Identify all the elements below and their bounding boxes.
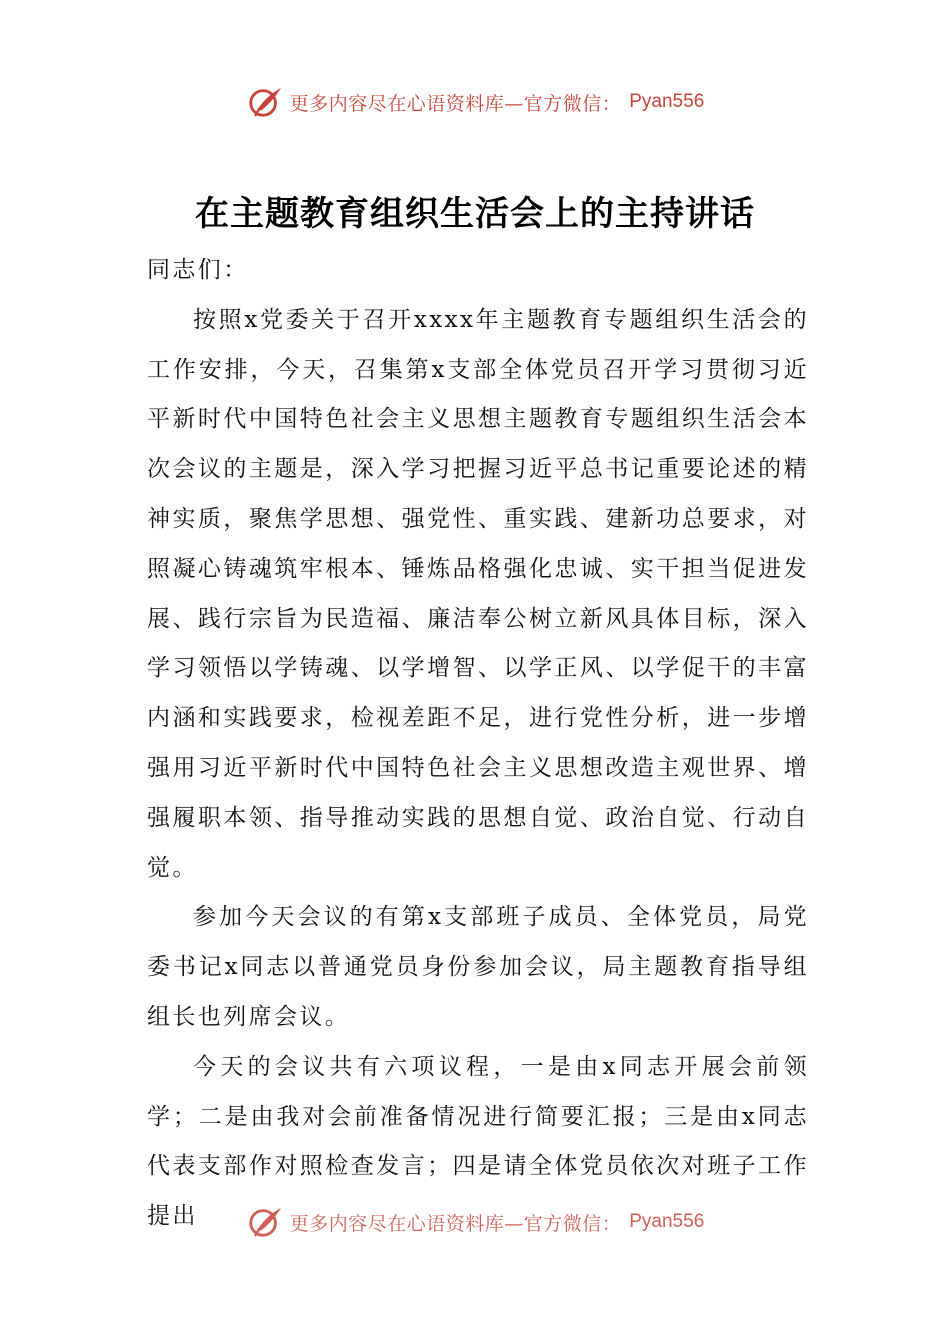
watermark-wechat-id: Pyan556 <box>629 1211 705 1232</box>
header-watermark <box>0 82 950 122</box>
paragraph-agenda-intro: 按照x党委关于召开xxxx年主题教育专题组织生活会的工作安排，今天，召集第x支部全体党员召开学习贯彻习近平新时代中国特色社会主义思想主题教育专题组织生活会本次会议的主题是，深入学习把握习近平总书记重要论述的精神实质，聚焦学思想、强党性、重实践、建新功总要求，对照凝心铸魂筑牢根本、锤炼品格强化忠诚、实干担当促进发展、践行宗旨为民造福、廉洁奉公树立新风具体目标，深入学习领悟以学铸魂、以学增智、以学正风、以学促干的丰富内涵和实践要求，检视差距不足，进行党性分析，进一步增强用习近平新时代中国特色社会主义思想改造主观世界、增强履职本领、指导推动实践的思想自觉、政治自觉、行动自觉。 <box>147 306 809 881</box>
salutation: 同志们： <box>147 257 249 283</box>
paragraph-agenda-items: 今天的会议共有六项议程，一是由x同志开展会前领学；二是由我对会前准备情况进行简要汇报；三是由x同志代表支部作对照检查发言；四是请全体党员依次对班子工作提出 <box>147 1053 809 1230</box>
watermark-text: 更多内容尽在心语资料库—官方微信： <box>289 92 622 115</box>
footer-watermark <box>0 1202 950 1242</box>
watermark-wechat-id: Pyan556 <box>629 91 705 112</box>
watermark-text: 更多内容尽在心语资料库—官方微信： <box>289 1212 622 1235</box>
paragraph-attendees: 参加今天会议的有第x支部班子成员、全体党员，局党委书记x同志以普通党员身份参加会议，局主题教育指导组组长也列席会议。 <box>147 904 809 1030</box>
quill-pen-logo-icon <box>246 1204 284 1240</box>
document-title: 在主题教育组织生活会上的主持讲话 <box>195 194 755 234</box>
quill-pen-logo-icon <box>246 84 284 120</box>
document-body <box>147 246 809 1242</box>
